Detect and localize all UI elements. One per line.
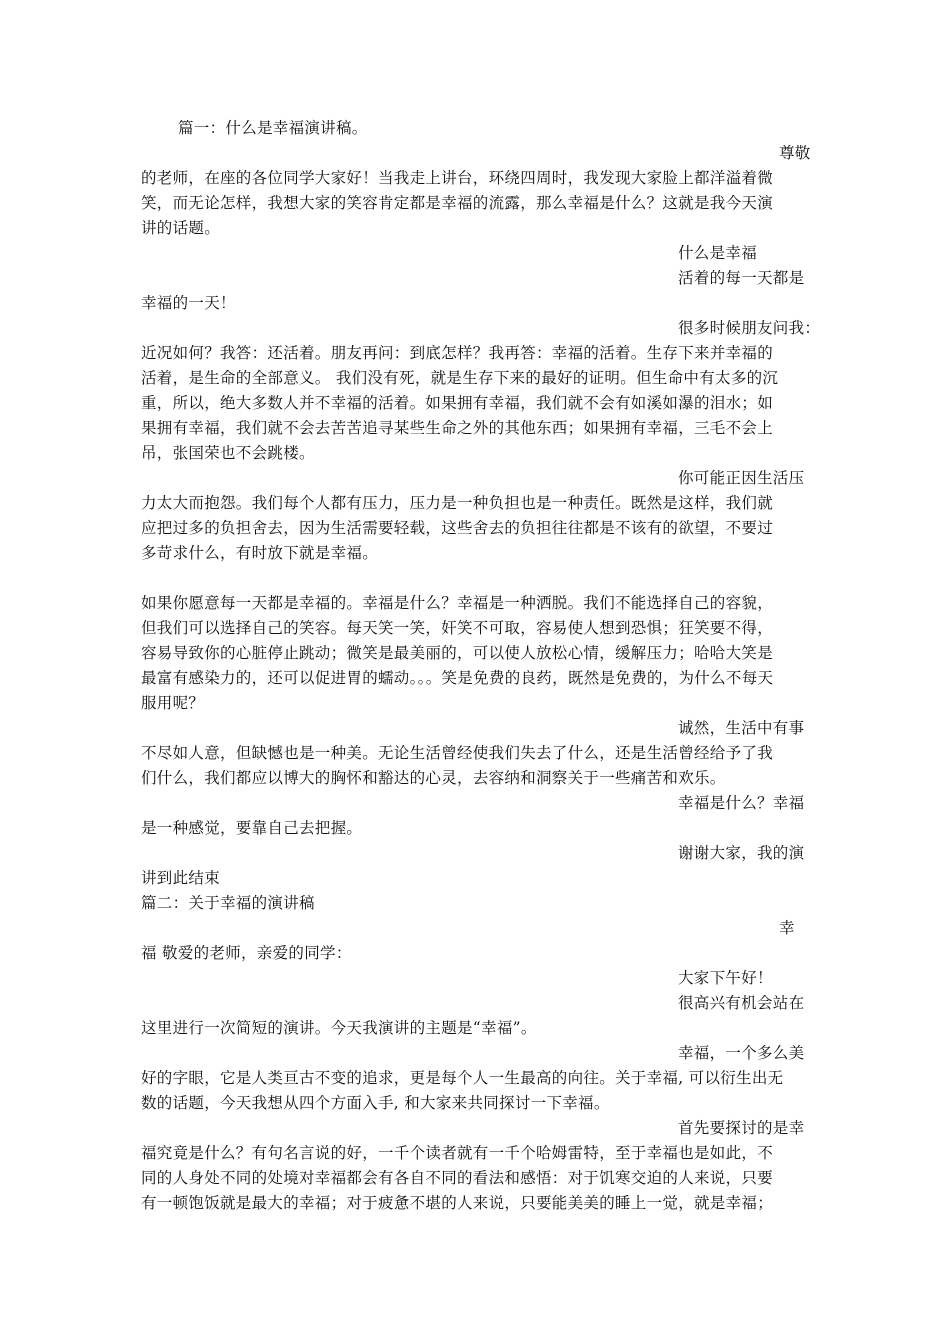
- text-line: 诚然，生活中有事: [678, 719, 805, 737]
- text-line: 幸福是什么？幸福: [678, 794, 805, 812]
- section-heading-1: 篇一：什么是幸福演讲稿。: [178, 119, 368, 137]
- text-line: 近况如何？我答：还活着。朋友再问：到底怎样？我再答：幸福的活着。生存下来并幸福的: [141, 344, 774, 362]
- text-line: 有一顿饱饭就是最大的幸福；对于疲惫不堪的人来说，只要能美美的睡上一觉，就是幸福；: [141, 1194, 774, 1212]
- text-line: 吊，张国荣也不会跳楼。: [141, 444, 315, 462]
- text-line: 服用呢？: [141, 694, 205, 712]
- text-line: 活着的每一天都是: [678, 269, 805, 287]
- text-line: 福 敬爱的老师，亲爱的同学：: [141, 944, 352, 962]
- text-line: 谢谢大家，我的演: [678, 844, 805, 862]
- text-line: 这里进行一次简短的演讲。今天我演讲的主题是“幸福”。: [141, 1019, 537, 1037]
- text-line: 你可能正因生活压: [678, 469, 805, 487]
- text-line: 首先要探讨的是幸: [678, 1119, 805, 1137]
- text-line: 力太大而抱怨。我们每个人都有压力，压力是一种负担也是一种责任。既然是这样，我们就: [141, 494, 774, 512]
- text-line: 同的人身处不同的处境对幸福都会有各自不同的看法和感悟：对于饥寒交迫的人来说，只要: [141, 1169, 774, 1187]
- text-line: 不尽如人意，但缺憾也是一种美。无论生活曾经使我们失去了什么，还是生活曾经给予了我: [141, 744, 774, 762]
- text-line: 但我们可以选择自己的笑容。每天笑一笑，奸笑不可取，容易使人想到恐惧；狂笑要不得，: [141, 619, 774, 637]
- text-line: 数的话题，今天我想从四个方面入手, 和大家来共同探讨一下幸福。: [141, 1094, 610, 1112]
- text-line: 好的字眼，它是人类亘古不变的追求，更是每个人一生最高的向往。关于幸福, 可以衍生出无: [141, 1069, 784, 1087]
- text-line: 幸福，一个多么美: [678, 1044, 805, 1062]
- text-line: 最富有感染力的，还可以促进胃的蠕动。。。笑是免费的良药，既然是免费的，为什么不每天: [141, 669, 774, 687]
- text-line: 大家下午好！: [678, 969, 773, 987]
- text-line: 很高兴有机会站在: [678, 994, 805, 1012]
- text-line: 是一种感觉，要靠自己去把握。: [141, 819, 363, 837]
- text-line: 很多时候朋友问我：: [678, 319, 821, 337]
- text-line: 的老师，在座的各位同学大家好！当我走上讲台，环绕四周时，我发现大家脸上都洋溢着微: [141, 169, 774, 187]
- text-line: 们什么，我们都应以博大的胸怀和豁达的心灵，去容纳和洞察关于一些痛苦和欢乐。: [141, 769, 726, 787]
- text-line: 应把过多的负担舍去，因为生活需要轻载，这些舍去的负担往往都是不该有的欲望，不要过: [141, 519, 774, 537]
- text-line: 多苛求什么，有时放下就是幸福。: [141, 544, 379, 562]
- section-heading-2: 篇二：关于幸福的演讲稿: [141, 894, 315, 912]
- text-line: 果拥有幸福，我们就不会去苦苦追寻某些生命之外的其他东西；如果拥有幸福，三毛不会上: [141, 419, 774, 437]
- text-line: 活着，是生命的全部意义。 我们没有死，就是生存下来的最好的证明。但生命中有太多的沉: [141, 369, 779, 387]
- text-line: 尊敬: [779, 144, 811, 162]
- text-line: 福究竟是什么？有句名言说的好，一千个读者就有一千个哈姆雷特，至于幸福也是如此，不: [141, 1144, 774, 1162]
- text-line: 讲的话题。: [141, 219, 221, 237]
- text-line: 重，所以，绝大多数人并不幸福的活着。如果拥有幸福，我们就不会有如溪如瀑的泪水；如: [141, 394, 774, 412]
- text-line: 笑，而无论怎样，我想大家的笑容肯定都是幸福的流露，那么幸福是什么？这就是我今天演: [141, 194, 774, 212]
- text-line: 如果你愿意每一天都是幸福的。幸福是什么？幸福是一种洒脱。我们不能选择自己的容貌，: [141, 594, 774, 612]
- text-line: 讲到此结束: [141, 869, 221, 887]
- text-line: 容易导致你的心脏停止跳动；微笑是最美丽的，可以使人放松心情，缓解压力；哈哈大笑是: [141, 644, 774, 662]
- text-line: 什么是幸福: [678, 244, 758, 262]
- text-line: 幸: [779, 919, 795, 937]
- text-line: 幸福的一天！: [141, 294, 236, 312]
